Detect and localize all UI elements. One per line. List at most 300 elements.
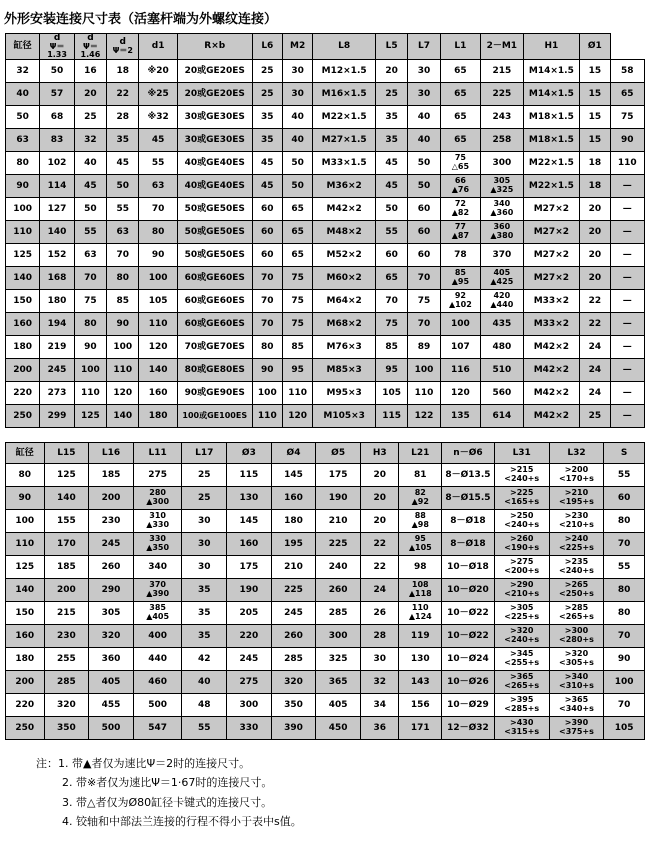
table-cell: 330 ▲350: [133, 533, 182, 556]
table-cell: 55: [182, 717, 227, 740]
table-cell: 60: [408, 244, 440, 267]
table-cell: 65: [440, 106, 480, 129]
table-row: [6, 152, 645, 175]
table-cell: 65: [440, 83, 480, 106]
table-cell: 35: [252, 106, 282, 129]
table-cell: —: [610, 244, 645, 267]
table-cell: 340: [133, 556, 182, 579]
table-cell: 115: [375, 405, 407, 428]
table-cell: 45: [375, 152, 407, 175]
table-cell: 100: [408, 359, 440, 382]
table-cell: 25: [182, 464, 227, 487]
table-cell: 190: [316, 487, 361, 510]
table-cell: 85: [107, 290, 139, 313]
table-cell: 405 ▲425: [481, 267, 523, 290]
table-cell: 45: [107, 152, 139, 175]
table-cell: 90: [252, 359, 282, 382]
th2-phi3: Ø3: [227, 443, 272, 464]
table-cell: 45: [139, 129, 177, 152]
table-cell: M33×2: [523, 313, 580, 336]
table-cell: 45: [375, 175, 407, 198]
note-item-4: 4. 铰轴和中部法兰连接的行程不得小于表中s值。: [62, 814, 302, 828]
table-cell: M12×1.5: [313, 60, 376, 83]
table-cell: 299: [40, 405, 74, 428]
table-cell: >240 <225+s: [549, 533, 604, 556]
table-cell: 160: [271, 487, 316, 510]
table-cell: 127: [40, 198, 74, 221]
table-cell: 42: [182, 648, 227, 671]
table-cell: 30: [182, 510, 227, 533]
th-l1: L1: [440, 34, 480, 60]
table-cell: 85 ▲95: [440, 267, 480, 290]
table-cell: 325: [316, 648, 361, 671]
table-cell: 300: [316, 625, 361, 648]
table-cell: 385 ▲405: [133, 602, 182, 625]
table-cell: 194: [40, 313, 74, 336]
table-cell: M16×1.5: [313, 83, 376, 106]
table-row: [6, 198, 645, 221]
table-cell: 35: [182, 602, 227, 625]
table-cell: 210: [316, 510, 361, 533]
table-cell: 75: [408, 290, 440, 313]
note-item-2: 2. 带※者仅为速比Ψ＝1·67时的连接尺寸。: [62, 776, 273, 790]
table-cell: 70: [604, 625, 645, 648]
table-cell: 40: [282, 129, 312, 152]
table-cell: 65: [282, 198, 312, 221]
table-cell: 220: [6, 694, 45, 717]
table-cell: 170: [44, 533, 89, 556]
table-cell: 55: [604, 556, 645, 579]
th-l5: L5: [375, 34, 407, 60]
table-cell: 160: [6, 313, 40, 336]
table-cell: 510: [481, 359, 523, 382]
table-cell: >345 <255+s: [494, 648, 549, 671]
th2-l21: L21: [399, 443, 442, 464]
table-cell: 50: [40, 60, 74, 83]
table-cell: 66 ▲76: [440, 175, 480, 198]
table-cell: 219: [40, 336, 74, 359]
table-cell: 100或GE100ES: [177, 405, 252, 428]
table-cell: 230: [89, 510, 134, 533]
th-d-1-33: d Ψ＝1.33: [40, 34, 74, 60]
th2-l31: L31: [494, 443, 549, 464]
table-cell: 35: [107, 129, 139, 152]
table-cell: M27×2: [523, 221, 580, 244]
table-cell: 20或GE20ES: [177, 83, 252, 106]
table-cell: 285: [44, 671, 89, 694]
table-1-body: [6, 60, 645, 428]
table-cell: >250 <240+s: [494, 510, 549, 533]
table-cell: 28: [107, 106, 139, 129]
th-d-1-46: d Ψ＝1.46: [74, 34, 106, 60]
table-1-header: [6, 34, 645, 60]
table-cell: 460: [133, 671, 182, 694]
table-row: [6, 382, 645, 405]
table-cell: M85×3: [313, 359, 376, 382]
table-cell: 55: [604, 464, 645, 487]
table-cell: 8－Ø15.5: [442, 487, 495, 510]
table-cell: 102: [40, 152, 74, 175]
table-cell: 92 ▲102: [440, 290, 480, 313]
table-cell: 560: [481, 382, 523, 405]
table-cell: M27×1.5: [313, 129, 376, 152]
table-cell: 220: [227, 625, 272, 648]
table-cell: 190: [227, 579, 272, 602]
table-cell: 8－Ø18: [442, 533, 495, 556]
table-row: [6, 625, 645, 648]
table-cell: >320 <240+s: [494, 625, 549, 648]
table-cell: ※32: [139, 106, 177, 129]
table-cell: 350: [271, 694, 316, 717]
table-cell: 10－Ø24: [442, 648, 495, 671]
table-cell: 75: [375, 313, 407, 336]
table-cell: 115: [227, 464, 272, 487]
table-cell: 240: [316, 556, 361, 579]
table-cell: 200: [89, 487, 134, 510]
th2-cylinder-bore: 缸径: [6, 443, 45, 464]
table-cell: 340 ▲360: [481, 198, 523, 221]
table-row: [6, 510, 645, 533]
table-cell: 390: [271, 717, 316, 740]
table-row: [6, 290, 645, 313]
table-cell: >260 <190+s: [494, 533, 549, 556]
table-cell: 180: [271, 510, 316, 533]
table-row: [6, 336, 645, 359]
table-cell: >265 <250+s: [549, 579, 604, 602]
table-cell: 435: [481, 313, 523, 336]
table-cell: 100: [440, 313, 480, 336]
table-cell: 25: [375, 83, 407, 106]
table-cell: 125: [74, 405, 106, 428]
table-cell: 100: [604, 671, 645, 694]
table-cell: M64×2: [313, 290, 376, 313]
table-row: [6, 244, 645, 267]
table-cell: 30或GE30ES: [177, 106, 252, 129]
th-l6: L6: [252, 34, 282, 60]
table-row: [6, 60, 645, 83]
table-row: [6, 175, 645, 198]
table-cell: 152: [40, 244, 74, 267]
table-cell: 160: [139, 382, 177, 405]
table-cell: 57: [40, 83, 74, 106]
table-cell: 405: [89, 671, 134, 694]
table-row: [6, 602, 645, 625]
table-cell: 135: [440, 405, 480, 428]
dimensions-table-1: [5, 33, 645, 428]
table-cell: 105: [604, 717, 645, 740]
table-cell: 175: [316, 464, 361, 487]
table-cell: M18×1.5: [523, 106, 580, 129]
table-cell: 80: [107, 267, 139, 290]
table-cell: 90: [604, 648, 645, 671]
table-cell: —: [610, 267, 645, 290]
table-cell: 18: [580, 152, 610, 175]
table-cell: 22: [580, 313, 610, 336]
table-cell: 80: [6, 152, 40, 175]
table-cell: 105: [139, 290, 177, 313]
table-cell: 110: [610, 152, 645, 175]
table-cell: 32: [360, 671, 399, 694]
table-row: [6, 648, 645, 671]
table-cell: 450: [316, 717, 361, 740]
table-cell: 18: [107, 60, 139, 83]
table-cell: 26: [360, 602, 399, 625]
table-cell: 90: [74, 336, 106, 359]
table-cell: 34: [360, 694, 399, 717]
table-cell: 83: [40, 129, 74, 152]
table-cell: 78: [440, 244, 480, 267]
table-cell: 60或GE60ES: [177, 267, 252, 290]
table-row: [6, 221, 645, 244]
table-cell: 171: [399, 717, 442, 740]
table-cell: 24: [580, 336, 610, 359]
table-cell: 30: [282, 60, 312, 83]
table-cell: 70或GE70ES: [177, 336, 252, 359]
table-row: [6, 106, 645, 129]
table-cell: 75: [282, 290, 312, 313]
table-cell: 30: [408, 83, 440, 106]
table-cell: 455: [89, 694, 134, 717]
table-cell: 40: [282, 106, 312, 129]
table-cell: 114: [40, 175, 74, 198]
table-cell: 360: [89, 648, 134, 671]
table-cell: 108 ▲118: [399, 579, 442, 602]
table-cell: 98: [399, 556, 442, 579]
table-cell: >215 <240+s: [494, 464, 549, 487]
table-cell: 30: [360, 648, 399, 671]
table-cell: >320 <305+s: [549, 648, 604, 671]
table-cell: 210: [271, 556, 316, 579]
table-cell: 70: [74, 267, 106, 290]
table-cell: M42×2: [313, 198, 376, 221]
table-row: [6, 717, 645, 740]
table-cell: 143: [399, 671, 442, 694]
note-item-1: 注：1. 带▲者仅为速比Ψ＝2时的连接尺寸。: [36, 757, 251, 770]
table-cell: >275 <200+s: [494, 556, 549, 579]
table-cell: 40: [6, 83, 40, 106]
table-cell: 15: [580, 106, 610, 129]
table-cell: 100: [139, 267, 177, 290]
table-cell: M95×3: [313, 382, 376, 405]
table-cell: 225: [481, 83, 523, 106]
table-cell: ※25: [139, 83, 177, 106]
table-cell: 140: [40, 221, 74, 244]
table-cell: M60×2: [313, 267, 376, 290]
table-cell: 63: [139, 175, 177, 198]
table-cell: 105: [375, 382, 407, 405]
table-cell: 100: [74, 359, 106, 382]
table-cell: 20: [580, 221, 610, 244]
table-cell: 20: [375, 60, 407, 83]
table-cell: 230: [44, 625, 89, 648]
table-cell: 100: [6, 198, 40, 221]
table-cell: 140: [6, 267, 40, 290]
table-cell: 10－Ø22: [442, 625, 495, 648]
table-cell: 40: [408, 129, 440, 152]
table-cell: 50: [6, 106, 40, 129]
table-cell: 55: [375, 221, 407, 244]
table-cell: 614: [481, 405, 523, 428]
table-cell: 420 ▲440: [481, 290, 523, 313]
table-cell: 60或GE60ES: [177, 290, 252, 313]
table-cell: 140: [107, 405, 139, 428]
th2-l11: L11: [133, 443, 182, 464]
table-cell: 200: [6, 359, 40, 382]
table-cell: 243: [481, 106, 523, 129]
table-cell: 145: [227, 510, 272, 533]
table-cell: 50: [74, 198, 106, 221]
table-cell: 200: [44, 579, 89, 602]
table-row: [6, 533, 645, 556]
table-cell: 110: [282, 382, 312, 405]
table-cell: 480: [481, 336, 523, 359]
table-cell: 32: [6, 60, 40, 83]
table-cell: M36×2: [313, 175, 376, 198]
table-cell: 45: [252, 175, 282, 198]
th-rxb: R×b: [177, 34, 252, 60]
table-cell: 70: [408, 267, 440, 290]
table-cell: 300: [481, 152, 523, 175]
th-cylinder-bore: 缸径: [6, 34, 40, 60]
table-cell: 77 ▲87: [440, 221, 480, 244]
table-row: [6, 267, 645, 290]
page-title: 外形安装连接尺寸表（活塞杆端为外螺纹连接）: [4, 12, 278, 27]
table-cell: 80: [604, 510, 645, 533]
table-cell: 25: [182, 487, 227, 510]
note-item-3: 3. 带△者仅为Ø80缸径卡键式的连接尺寸。: [62, 795, 273, 809]
table-cell: 120: [139, 336, 177, 359]
table-cell: M33×2: [523, 290, 580, 313]
table-cell: 200: [6, 671, 45, 694]
table-cell: —: [610, 359, 645, 382]
table-cell: 90: [107, 313, 139, 336]
table-cell: 60或GE60ES: [177, 313, 252, 336]
table-cell: >200 <170+s: [549, 464, 604, 487]
table-cell: 72 ▲82: [440, 198, 480, 221]
table-cell: 32: [74, 129, 106, 152]
table-cell: 85: [375, 336, 407, 359]
table-cell: 10－Ø29: [442, 694, 495, 717]
table-cell: 140: [139, 359, 177, 382]
table-cell: 30: [408, 60, 440, 83]
table-cell: 60: [252, 244, 282, 267]
table-cell: 45: [252, 152, 282, 175]
table-cell: M68×2: [313, 313, 376, 336]
th2-l17: L17: [182, 443, 227, 464]
table-cell: 65: [375, 267, 407, 290]
table-cell: M42×2: [523, 359, 580, 382]
table-cell: 8－Ø13.5: [442, 464, 495, 487]
table-cell: 45: [74, 175, 106, 198]
table-row: [6, 671, 645, 694]
table-cell: 260: [89, 556, 134, 579]
table-cell: 20: [360, 464, 399, 487]
th-2m1: 2－M1: [481, 34, 523, 60]
table-cell: >290 <210+s: [494, 579, 549, 602]
table-cell: 150: [6, 602, 45, 625]
table-cell: 50或GE50ES: [177, 244, 252, 267]
table-cell: >230 <210+s: [549, 510, 604, 533]
table-2-body: [6, 464, 645, 740]
table-cell: 110: [107, 359, 139, 382]
table-cell: 70: [107, 244, 139, 267]
table-cell: 60: [252, 198, 282, 221]
table-cell: 50: [282, 152, 312, 175]
table-cell: 125: [6, 244, 40, 267]
table-row: [6, 464, 645, 487]
table-cell: 168: [40, 267, 74, 290]
table-cell: 10－Ø20: [442, 579, 495, 602]
table-cell: 273: [40, 382, 74, 405]
table-cell: 55: [107, 198, 139, 221]
table-cell: 245: [89, 533, 134, 556]
table-cell: 81: [399, 464, 442, 487]
table-cell: 82 ▲92: [399, 487, 442, 510]
table-cell: 185: [44, 556, 89, 579]
table-cell: 40: [408, 106, 440, 129]
table-cell: 125: [6, 556, 45, 579]
table-cell: 63: [107, 221, 139, 244]
table-row: [6, 359, 645, 382]
table-cell: 250: [6, 405, 40, 428]
table-cell: 130: [227, 487, 272, 510]
table-cell: 275: [227, 671, 272, 694]
table-row: [6, 313, 645, 336]
table-cell: >430 <315+s: [494, 717, 549, 740]
table-cell: 260: [316, 579, 361, 602]
table-cell: 110: [408, 382, 440, 405]
table-cell: 10－Ø22: [442, 602, 495, 625]
table-cell: 90或GE90ES: [177, 382, 252, 405]
table-cell: >285 <265+s: [549, 602, 604, 625]
table-cell: 8－Ø18: [442, 510, 495, 533]
table-cell: 75: [610, 106, 645, 129]
table-cell: 305: [89, 602, 134, 625]
table-cell: —: [610, 198, 645, 221]
table-cell: 245: [40, 359, 74, 382]
table-cell: 30或GE30ES: [177, 129, 252, 152]
table-cell: 12－Ø32: [442, 717, 495, 740]
table-cell: 40或GE40ES: [177, 152, 252, 175]
table-cell: 75: [282, 267, 312, 290]
table-cell: 70: [252, 313, 282, 336]
table-cell: 25: [252, 60, 282, 83]
table-cell: 185: [89, 464, 134, 487]
table-cell: 35: [375, 129, 407, 152]
table-cell: 120: [107, 382, 139, 405]
table-cell: 225: [316, 533, 361, 556]
table-cell: 125: [44, 464, 89, 487]
table-cell: 285: [316, 602, 361, 625]
table-cell: 20: [580, 244, 610, 267]
table-cell: >305 <225+s: [494, 602, 549, 625]
table-cell: 65: [282, 221, 312, 244]
table-cell: 15: [580, 60, 610, 83]
table-cell: 160: [227, 533, 272, 556]
table-1-header-row: [6, 34, 645, 60]
table-cell: 24: [580, 382, 610, 405]
table-cell: 440: [133, 648, 182, 671]
table-row: [6, 579, 645, 602]
table-cell: 500: [89, 717, 134, 740]
table-cell: 180: [6, 648, 45, 671]
table-cell: >210 <195+s: [549, 487, 604, 510]
table-cell: M18×1.5: [523, 129, 580, 152]
table-cell: 100: [6, 510, 45, 533]
table-cell: 63: [74, 244, 106, 267]
table-cell: 90: [6, 487, 45, 510]
table-cell: M48×2: [313, 221, 376, 244]
